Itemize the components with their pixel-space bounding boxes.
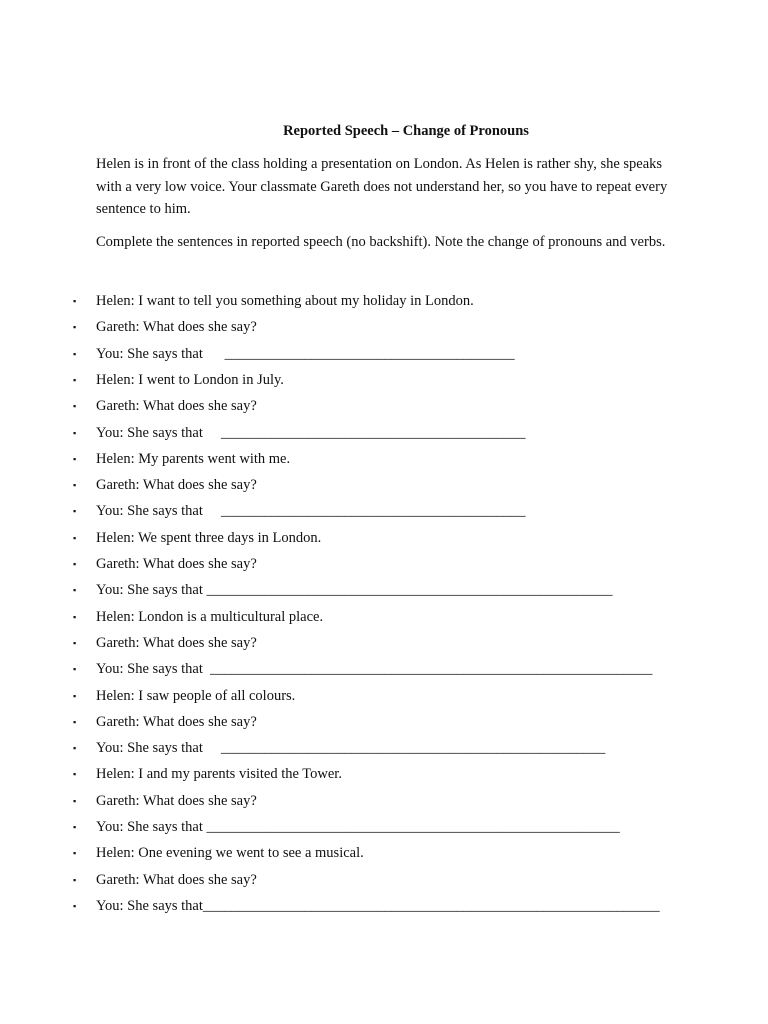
bullet-icon: ▪	[73, 611, 77, 622]
dialogue-line-text: Helen: My parents went with me.	[96, 450, 291, 467]
dialogue-line-text: You: She says that ________________________________________________________	[96, 582, 613, 599]
bullet-icon: ▪	[73, 401, 77, 412]
bullet-icon: ▪	[73, 690, 77, 701]
bullet-icon: ▪	[73, 795, 77, 806]
bullet-icon: ▪	[73, 559, 77, 569]
bullet-icon: ▪	[73, 874, 77, 885]
dialogue-line-text: Helen: London is a multicultural place.	[96, 608, 324, 625]
dialogue-line-text: Gareth: What does she say?	[96, 713, 257, 730]
bullet-icon: ▪	[73, 743, 77, 754]
bullet-icon: ▪	[73, 427, 77, 438]
dialogue-line-text: Gareth: What does she say?	[96, 634, 257, 651]
dialogue-line-text: You: She says that _________________________________________________________	[96, 819, 620, 835]
dialogue-line-text: You: She says that ________________________________________	[96, 345, 515, 362]
dialogue-line-text: Helen: We spent three days in London.	[96, 529, 322, 546]
bullet-icon: ▪	[73, 900, 77, 911]
dialogue-line-text: Gareth: What does she say?	[96, 871, 257, 888]
bullet-icon: ▪	[73, 348, 77, 359]
dialogue-line-text: Gareth: What does she say?	[96, 398, 257, 415]
bullet-icon: ▪	[73, 585, 77, 596]
task-instructions: Complete the sentences in reported speech (no backshift). Note the change of pronouns and verbs.	[96, 234, 666, 250]
dialogue-line-text: Helen: I saw people of all colours.	[96, 687, 296, 704]
worksheet-title: Reported Speech – Change of Pronouns	[283, 123, 529, 139]
dialogue-line-text: Helen: I and my parents visited the Tower.	[96, 766, 342, 783]
bullet-icon: ▪	[73, 664, 77, 675]
dialogue-line-text: You: She says that_______________________________________________________________	[96, 897, 660, 914]
bullet-icon: ▪	[73, 506, 77, 517]
dialogue-line-text: Gareth: What does she say?	[96, 556, 257, 572]
dialogue-line-text: Helen: One evening we went to see a musical.	[96, 845, 364, 862]
bullet-icon: ▪	[73, 480, 77, 491]
bullet-icon: ▪	[73, 374, 77, 385]
dialogue-line-text: Helen: I went to London in July.	[96, 371, 284, 388]
bullet-icon: ▪	[73, 716, 77, 727]
dialogue-line-text: You: She says that _____________________________________________________	[96, 740, 606, 757]
bullet-icon: ▪	[73, 296, 77, 306]
bullet-icon: ▪	[73, 848, 77, 859]
dialogue-line-text: You: She says that _____________________________________________________________	[96, 661, 653, 678]
bullet-icon: ▪	[73, 822, 77, 832]
dialogue-line-text: Gareth: What does she say?	[96, 319, 257, 336]
dialogue-line-text: Helen: I want to tell you something about my holiday in London.	[96, 293, 474, 309]
dialogue-line-text: You: She says that __________________________________________	[96, 424, 526, 441]
bullet-icon: ▪	[73, 532, 77, 543]
dialogue-line-text: You: She says that __________________________________________	[96, 503, 526, 520]
dialogue-line-text: Gareth: What does she say?	[96, 477, 257, 494]
bullet-icon: ▪	[73, 769, 77, 780]
bullet-icon: ▪	[73, 637, 77, 648]
bullet-icon: ▪	[73, 453, 77, 464]
dialogue-line-text: Gareth: What does she say?	[96, 792, 257, 809]
intro-paragraph: Helen is in front of the class holding a presentation on London. As Helen is rather shy, she speaks with a very low voice. Your classmate Gareth does not understand her, so you have to repeat every sentence to him.	[96, 156, 668, 217]
bullet-icon: ▪	[73, 322, 77, 333]
